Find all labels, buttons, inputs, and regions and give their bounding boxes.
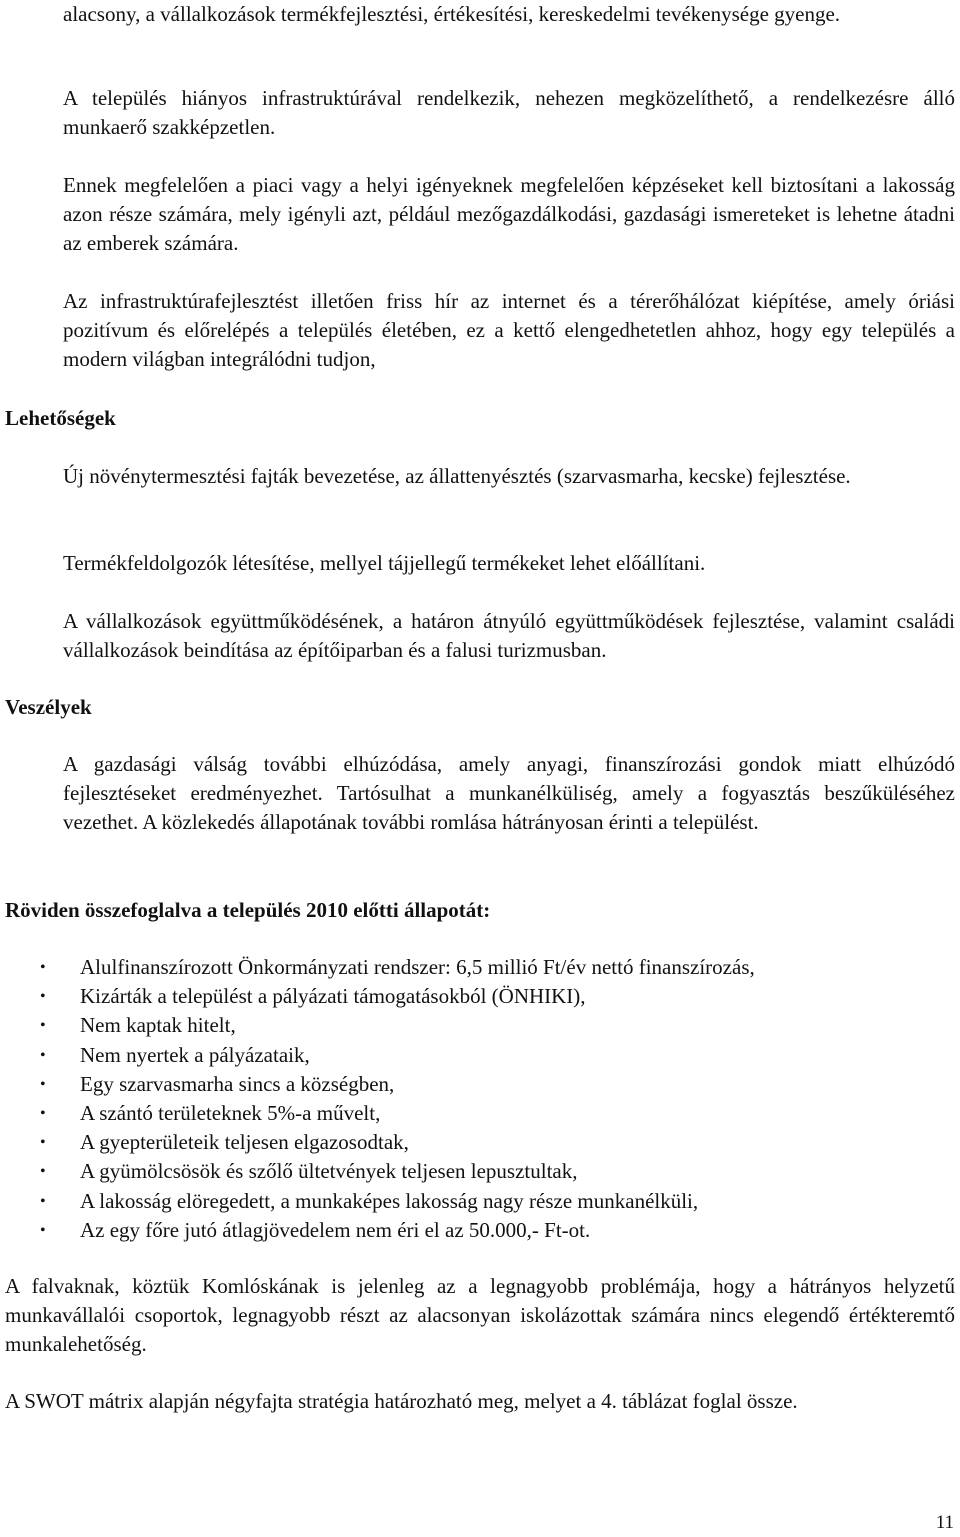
opportunities-paragraph-2: Termékfeldolgozók létesítése, mellyel tájjellegű termékeket lehet előállítani. [63,551,706,575]
opportunities-paragraph-1: Új növénytermesztési fajták bevezetése, az állattenyésztés (szarvasmarha, kecske) fejlesztése. [63,464,851,488]
list-item [0,1187,955,1216]
list-item-text: Az egy főre jutó átlagjövedelem nem éri el az 50.000,- Ft-ot. [80,1217,591,1242]
list-item-text: Nem nyertek a pályázataik, [80,1042,310,1067]
weakness-paragraph-4: Az infrastruktúrafejlesztést illetően friss hír az internet és a térerőhálózat kiépítése, amely óriási pozitívum és előrelépés a település életében, ez a kettő elengedhetetlen ahhoz, hogy egy település a modern világban integrálódni tudjon, [63,289,955,371]
bullet-icon: • [40,1105,46,1123]
summary-heading: Röviden összefoglalva a település 2010 előtti állapotát: [5,898,491,922]
list-item [0,1128,955,1157]
list-item [0,1157,955,1186]
list-item [0,1011,955,1040]
opportunities-paragraph-3: A vállalkozások együttműködésének, a határon átnyúló együttműködések fejlesztése, valamint családi vállalkozások beindítása az építőiparban és a falusi turizmusban. [63,609,955,662]
weakness-paragraph-2: A település hiányos infrastruktúrával rendelkezik, nehezen megközelíthető, a rendelkezésre álló munkaerő szakképzetlen. [63,86,955,139]
list-item-text: A szántó területeknek 5%-a művelt, [80,1101,381,1126]
bullet-icon: • [40,1075,46,1093]
bullet-icon: • [40,1017,46,1035]
bullet-icon: • [40,1221,46,1239]
summary-bullet-list [0,953,955,1245]
list-item-text: A gyepterületeik teljesen elgazosodtak, [80,1130,409,1155]
bullet-icon: • [40,1192,46,1210]
page-number: 11 [935,1512,954,1533]
list-item [0,1041,955,1070]
list-item-text: Egy szarvasmarha sincs a községben, [80,1071,395,1096]
threats-heading: Veszélyek [5,695,92,719]
list-item [0,1216,955,1245]
bullet-icon: • [40,1163,46,1181]
list-item [0,1099,955,1128]
bullet-icon: • [40,1046,46,1064]
weakness-paragraph-1: alacsony, a vállalkozások termékfejlesztési, értékesítési, kereskedelmi tevékenysége gyenge. [63,2,841,26]
closing-paragraph-2: A SWOT mátrix alapján négyfajta stratégia határozható meg, melyet a 4. táblázat foglal össze. [5,1389,798,1413]
list-item [0,1070,955,1099]
weakness-paragraph-3: Ennek megfelelően a piaci vagy a helyi igényeknek megfelelően képzéseket kell biztosítani a lakosság azon része számára, mely igényli azt, például mezőgazdálkodási, gazdasági ismereteket is lehetne átadni az emberek számára. [63,173,955,255]
bullet-icon: • [40,988,46,1006]
closing-paragraph-1: A falvaknak, köztük Komlóskának is jelenleg az a legnagyobb problémája, hogy a hátrányos helyzetű munkavállalói csoportok, legnagyobb részt az alacsonyan iskolázottak számára nincs elegendő értékteremtő munkalehetőség. [5,1274,955,1356]
list-item-text: Kizárták a települést a pályázati támogatásokból (ÖNHIKI), [80,984,586,1009]
list-item [0,982,955,1011]
bullet-icon: • [40,959,46,976]
list-item-text: Alulfinanszírozott Önkormányzati rendszer: 6,5 millió Ft/év nettó finanszírozás, [80,955,755,979]
threats-paragraph-1: A gazdasági válság további elhúzódása, amely anyagi, finanszírozási gondok miatt elhúzódó fejlesztéseket eredményezhet. Tartósulhat a munkanélküliség, amely a fogyasztás beszűküléséhez vezethet. A közlekedés állapotának további romlása hátrányosan érinti a települést. [63,752,955,834]
bullet-icon: • [40,1134,46,1152]
list-item-text: A lakosság elöregedett, a munkaképes lakosság nagy része munkanélküli, [80,1188,699,1213]
list-item-text: Nem kaptak hitelt, [80,1013,236,1038]
list-item-text: A gyümölcsösök és szőlő ültetvények teljesen lepusztultak, [80,1159,578,1184]
opportunities-heading: Lehetőségek [5,406,116,430]
list-item [0,953,955,982]
